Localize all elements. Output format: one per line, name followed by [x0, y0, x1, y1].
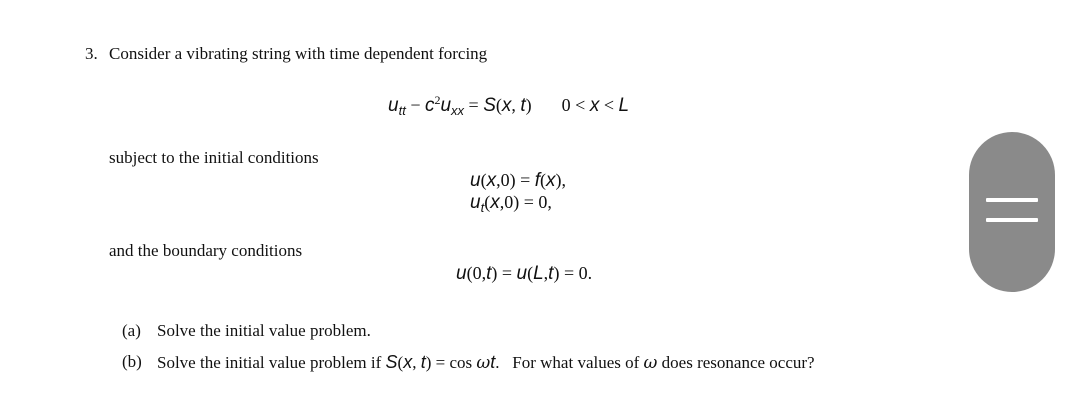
- part-b-text: Solve the initial value problem if S(x, t) = cos ωt. For what values of ω does resonance occur?: [157, 352, 815, 373]
- menu-handle-icon[interactable]: [969, 132, 1055, 292]
- initial-condition-2: $u_t(x,0) = 0$,: [470, 192, 552, 215]
- pde-equation: $u_{tt} - c^2u_{xx} = S(x$, t) 0 < x < L: [388, 93, 630, 118]
- part-a-text: Solve the initial value problem.: [157, 321, 371, 340]
- initial-conditions-label: subject to the initial conditions: [109, 148, 319, 167]
- boundary-condition: u(0,t) = u(L,t) = 0.: [456, 263, 593, 284]
- problem-intro: Consider a vibrating string with time dependent forcing: [109, 44, 488, 63]
- part-b-text-end: does resonance occur?: [657, 353, 815, 372]
- initial-condition-1: u(x,0) = f(x),: [470, 170, 567, 191]
- handle-line-top: [986, 198, 1038, 202]
- part-b-text-after: For what values of: [512, 353, 644, 372]
- handle-line-bottom: [986, 218, 1038, 222]
- boundary-conditions-label: and the boundary conditions: [109, 241, 303, 260]
- part-b-text-before: Solve the initial value problem if: [157, 353, 386, 372]
- part-b-label: (b): [122, 352, 142, 371]
- problem-number: 3.: [85, 44, 98, 63]
- part-a-label: (a): [122, 321, 141, 340]
